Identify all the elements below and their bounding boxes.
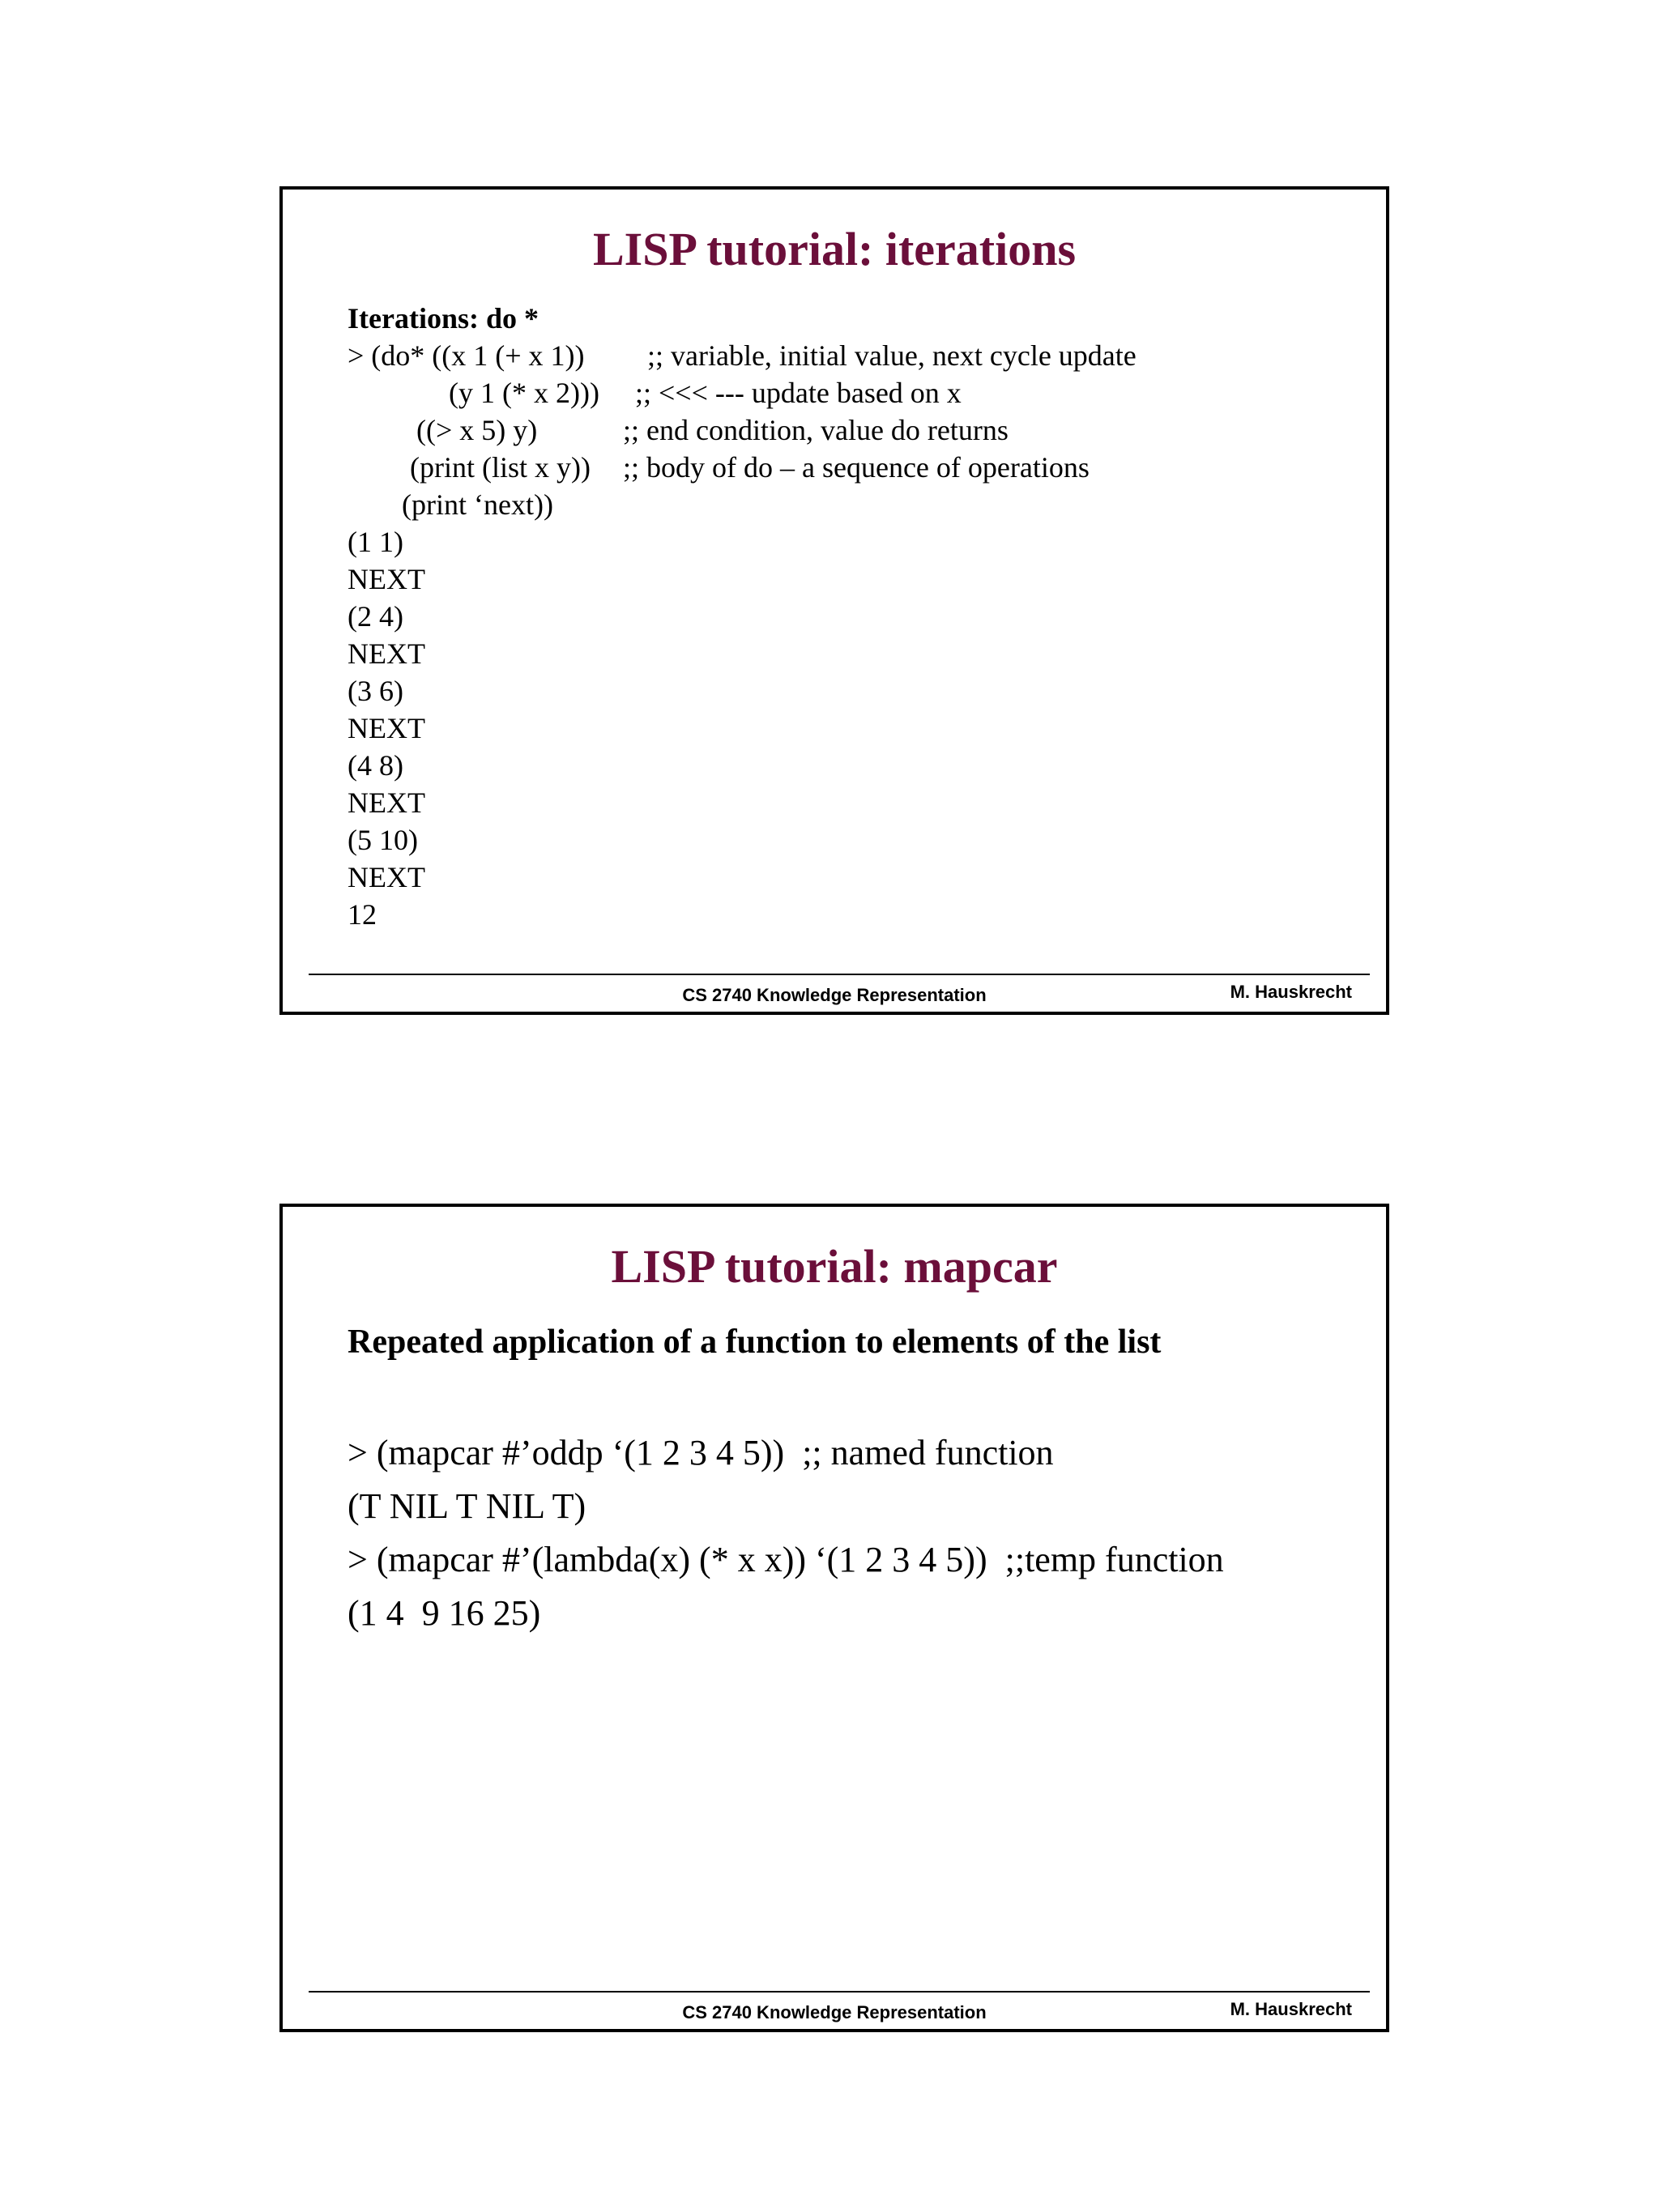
output-line: NEXT — [348, 712, 425, 744]
code-text: (y 1 (* x 2))) — [449, 377, 599, 409]
output-line: (1 4 9 16 25) — [348, 1593, 541, 1633]
footer-divider — [309, 974, 1370, 975]
output-line: NEXT — [348, 786, 425, 819]
output-line: (2 4) — [348, 600, 403, 633]
footer-course: CS 2740 Knowledge Representation — [682, 2002, 987, 2022]
output-line: 12 — [348, 898, 377, 931]
slide-mapcar — [279, 1204, 1389, 2032]
code-text: (print (list x y)) — [410, 451, 591, 484]
code-row — [348, 337, 1137, 374]
code-line: > (mapcar #’(lambda(x) (* x x)) ‘(1 2 3 4 5)) ;;temp function — [348, 1540, 1224, 1579]
footer-author: M. Hauskrecht — [1230, 982, 1352, 1002]
slide-content — [348, 1319, 1224, 1640]
code-text: > (do* ((x 1 (+ x 1)) — [348, 339, 585, 372]
code-comment: ;; body of do – a sequence of operations — [623, 451, 1090, 484]
footer-author: M. Hauskrecht — [1230, 1999, 1352, 2019]
output-line: (5 10) — [348, 824, 418, 856]
code-row — [348, 411, 1009, 449]
output-line: NEXT — [348, 637, 425, 670]
code-comment: ;; end condition, value do returns — [623, 414, 1009, 446]
footer-divider — [309, 1991, 1370, 1993]
output-line: NEXT — [348, 861, 425, 893]
output-line: (4 8) — [348, 749, 403, 782]
code-text: ((> x 5) y) — [416, 414, 538, 446]
output-line: (1 1) — [348, 526, 403, 558]
section-heading: Repeated application of a function to elements of the list — [348, 1323, 1162, 1361]
code-row — [348, 486, 553, 523]
slide-content — [348, 300, 1137, 933]
footer-course: CS 2740 Knowledge Representation — [682, 985, 987, 1005]
section-heading: Iterations: do * — [348, 302, 539, 335]
output-line: (T NIL T NIL T) — [348, 1486, 586, 1526]
slide-iterations — [279, 186, 1389, 1015]
code-row — [348, 449, 1090, 486]
output-line: NEXT — [348, 563, 425, 595]
code-line: > (mapcar #’oddp ‘(1 2 3 4 5)) ;; named function — [348, 1433, 1054, 1473]
output-line: (3 6) — [348, 675, 403, 707]
code-comment: ;; variable, initial value, next cycle update — [647, 339, 1137, 372]
code-text: (print ‘next)) — [402, 488, 553, 521]
slide-title: LISP tutorial: mapcar — [611, 1240, 1058, 1293]
code-comment: ;; <<< --- update based on x — [635, 377, 962, 409]
slide-title: LISP tutorial: iterations — [592, 223, 1077, 275]
code-row — [348, 374, 962, 411]
